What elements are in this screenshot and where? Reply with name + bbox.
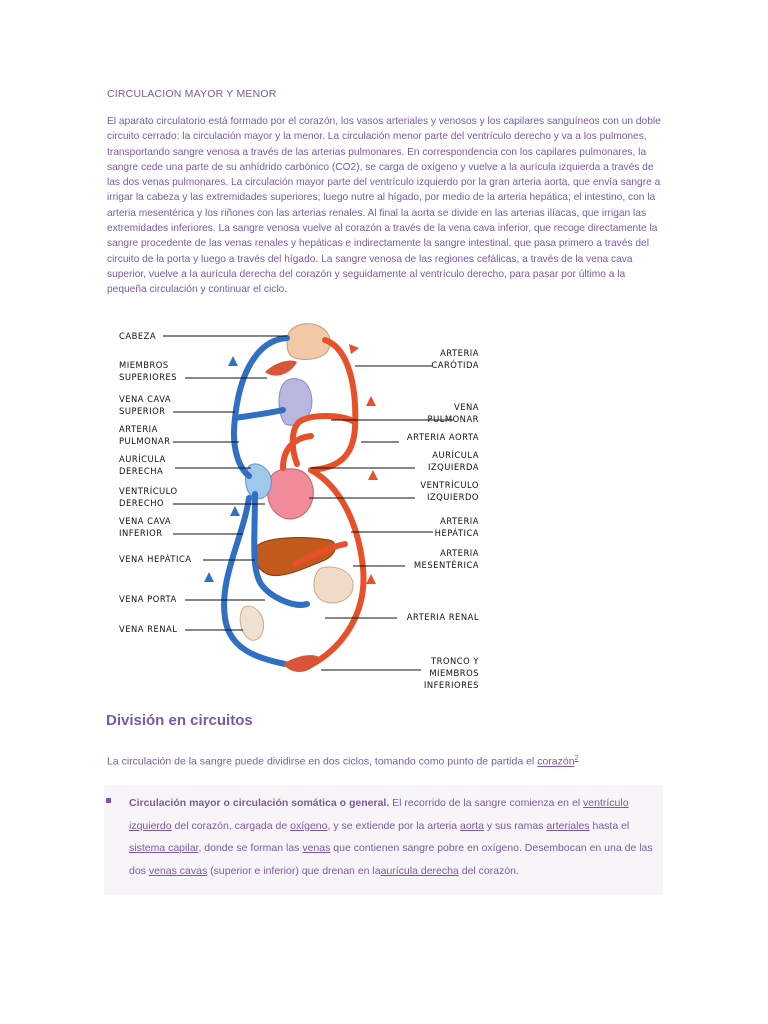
label-vena-pulmonar-2: PULMONAR <box>427 414 479 424</box>
label-tronco-3: INFERIORES <box>423 680 479 690</box>
label-ventriculo-derecho-1: VENTRÍCULO <box>119 486 178 496</box>
label-cabeza: CABEZA <box>119 331 157 341</box>
list-item-circulacion-mayor <box>129 792 659 882</box>
label-vena-cava-inferior-1: VENA CAVA <box>119 516 172 526</box>
label-arteria-aorta: ARTERIA AORTA <box>406 432 479 442</box>
right-atrium <box>246 464 272 499</box>
bullet-text: del corazón, cargada de <box>171 819 291 832</box>
kidney <box>240 606 263 640</box>
auricula-derecha-link[interactable]: aurícula derecha <box>380 864 459 877</box>
label-auricula-izquierda-2: IZQUIERDA <box>427 462 479 472</box>
label-auricula-izquierda-1: AURÍCULA <box>432 450 479 460</box>
ventriculo-izquierdo-link[interactable]: ventrículo izquierdo <box>129 797 629 832</box>
label-arteria-hepatica-1: ARTERIA <box>440 516 479 526</box>
upper-limb-muscle <box>265 360 297 375</box>
label-ventriculo-derecho-2: DERECHO <box>119 498 165 508</box>
label-auricula-derecha-2: DERECHA <box>119 466 164 476</box>
oxigeno-link[interactable]: oxígeno <box>290 819 328 832</box>
lead-text: La circulación de la sangre puede dividirse en dos ciclos, tomando como punto de partida el <box>107 755 538 768</box>
label-arteria-pulmonar-1: ARTERIA <box>119 424 158 434</box>
lead-paragraph <box>107 755 578 768</box>
arteriales-link[interactable]: arteriales <box>546 819 590 832</box>
page-title: CIRCULACION MAYOR Y MENOR <box>107 88 277 100</box>
label-arteria-renal: ARTERIA RENAL <box>406 612 479 622</box>
venas-link[interactable]: venas <box>302 842 331 855</box>
bullet-text: , y se extiende por la arteria <box>327 819 460 832</box>
label-vena-pulmonar-1: VENA <box>453 402 479 412</box>
label-miembros-superiores-2: SUPERIORES <box>119 372 178 382</box>
circulation-diagram <box>115 318 485 700</box>
label-vena-hepatica: VENA HEPÁTICA <box>119 554 192 564</box>
bullet-text: y sus ramas <box>483 819 547 832</box>
bullet-text: que contienen sangre pobre en oxígeno. Desembocan en una de las dos <box>129 842 653 877</box>
intestine <box>314 567 353 603</box>
heart <box>267 469 313 519</box>
bullet-text: (superior e inferior) que drenan en la <box>207 864 381 877</box>
label-arteria-mesenterica-2: MESENTÉRICA <box>413 560 479 570</box>
aorta-link[interactable]: aorta <box>460 819 484 832</box>
footnote-link[interactable]: 2 <box>574 755 579 762</box>
corazon-link[interactable]: corazón <box>537 755 575 768</box>
label-ventriculo-izquierdo-2: IZQUIERDO <box>426 492 479 502</box>
label-miembros-superiores-1: MIEMBROS <box>119 360 169 370</box>
lower-limb-muscle <box>283 655 321 672</box>
label-arteria-pulmonar-2: PULMONAR <box>119 436 171 446</box>
venas-cavas-link[interactable]: venas cavas <box>148 864 208 877</box>
label-tronco-1: TRONCO Y <box>430 656 479 666</box>
label-vena-renal: VENA RENAL <box>119 624 178 634</box>
bullet-text: , donde se forman las <box>198 842 303 855</box>
label-arteria-carotida-1: ARTERIA <box>440 348 479 358</box>
label-vena-cava-superior-2: SUPERIOR <box>119 406 166 416</box>
bullet-text: hasta el <box>589 819 630 832</box>
label-arteria-carotida-2: CARÓTIDA <box>431 360 479 370</box>
intro-paragraph <box>107 114 663 298</box>
label-arteria-hepatica-2: HEPÁTICA <box>434 528 479 538</box>
label-auricula-derecha-1: AURÍCULA <box>119 454 166 464</box>
bullet-square-icon <box>106 798 111 803</box>
bullet-text: del corazón. <box>458 864 519 877</box>
label-vena-cava-superior-1: VENA CAVA <box>119 394 172 404</box>
bullet-heading: Circulación mayor o circulación somática o general. <box>129 797 390 809</box>
label-arteria-mesenterica-1: ARTERIA <box>440 548 479 558</box>
section-heading: División en circuitos <box>106 712 253 729</box>
label-tronco-2: MIEMBROS <box>429 668 479 678</box>
intro-text: El aparato circulatorio está formado por el corazón, los vasos arteriales y venosos y los capilares sanguíneos con un doble circuito cerrado: la circulación mayor y la menor. La circulación menor parte del ventrículo derecho y va a los pulmones, transportando sangre venosa a través de las arterias pulmonares. En correspondencia con los capilares pulmonares, la sangre cede una parte de su anhídrido carbónico (CO2), se carga de oxígeno y vuelve a la aurícula izquierda a través de las dos venas pulmonares. La circulación mayor parte del ventrículo izquierdo por la gran arteria aorta, que envía sangre a irrigar la cabeza y las extremidades superiores; luego nutre al hígado, por medio de la arteria hepática; el intestino, con la arteria mesentérica y los riñones con las arterias renales. Al final la aorta se divide en las arterias ilíacas, que irrigan las extremidades inferiores. La sangre venosa vuelve al corazón a través de la vena cava inferior, que recoge directamente la sangre procedente de las venas renales y hepáticas e indirectamente la sangre intestinal, que pasa primero a través del circuito de la porta y luego a través del hígado. La sangre venosa de las regiones cefálicas, a través de la vena cava superior, vuelve a la aurícula derecha del corazón y seguidamente al ventrículo derecho, para pasar por último a la pequeña circulación y continuar el ciclo. <box>107 116 661 296</box>
sistema-capilar-link[interactable]: sistema capilar <box>129 842 199 855</box>
label-vena-porta: VENA PORTA <box>119 594 177 604</box>
label-ventriculo-izquierdo-1: VENTRÍCULO <box>420 480 479 490</box>
bullet-text: El recorrido de la sangre comienza en el <box>389 797 584 809</box>
label-vena-cava-inferior-2: INFERIOR <box>119 528 163 538</box>
